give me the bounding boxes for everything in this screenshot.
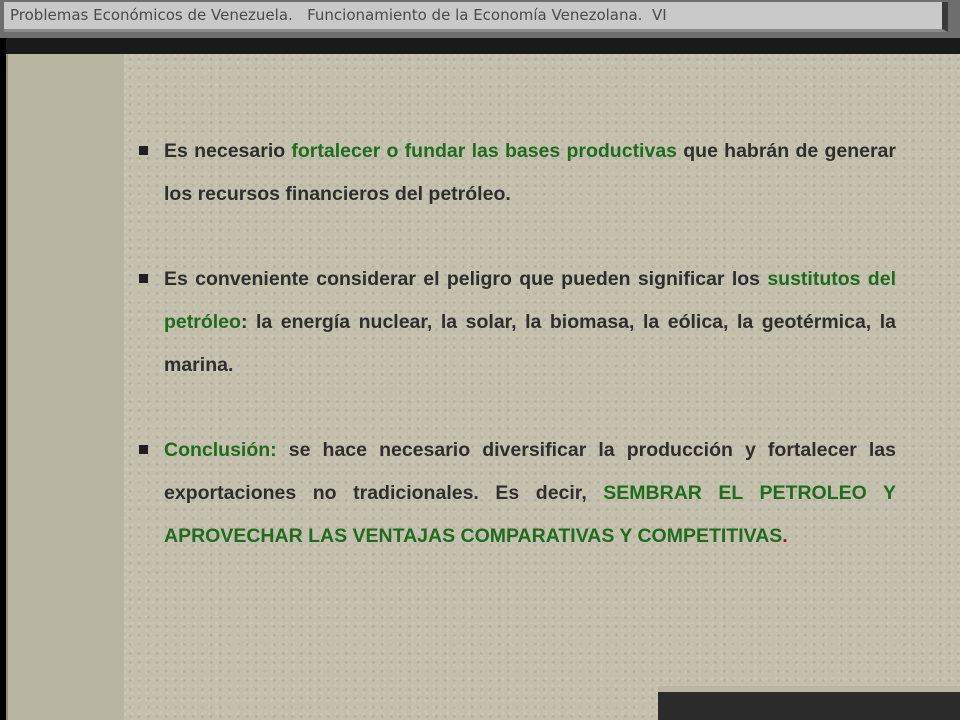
title-frame — [4, 2, 948, 32]
bullet-1-text-a: Es necesario — [164, 140, 292, 162]
bullet-1-highlight: fortalecer o fundar las bases productivas — [291, 140, 678, 162]
bullet-1-text-b: que habrán de generar los recursos financieros del petróleo. — [164, 140, 896, 205]
bullet-item-1 — [136, 130, 896, 216]
bullet-list — [136, 130, 896, 600]
left-panel — [6, 54, 124, 720]
bullet-2-text-b: : la energía nuclear, la solar, la biomasa, la eólica, la geotérmica, la marina. — [164, 311, 896, 376]
slide-title: Problemas Económicos de Venezuela. Funcionamiento de la Economía Venezolana. VI — [10, 6, 667, 24]
bullet-3-period: . — [782, 525, 788, 547]
bullet-3-text: se hace necesario diversificar la producción y fortalecer las exportaciones no tradicionales. Es decir, — [164, 439, 896, 504]
top-shadow — [6, 38, 960, 54]
bottom-bar-highlight — [658, 686, 960, 692]
bullet-2-text-a: Es conveniente considerar el peligro que pueden significar los — [164, 268, 768, 290]
bottom-right-bar — [658, 686, 960, 720]
bullet-3-label: Conclusión: — [164, 439, 277, 461]
bullet-2-highlight: sustitutos del petróleo — [164, 268, 896, 333]
bullet-item-2 — [136, 258, 896, 387]
square-bullet-icon — [139, 146, 148, 155]
square-bullet-icon — [139, 445, 148, 454]
bullet-item-3 — [136, 429, 896, 558]
square-bullet-icon — [139, 274, 148, 283]
bullet-3-highlight: SEMBRAR EL PETROLEO Y APROVECHAR LAS VENTAJAS COMPARATIVAS Y COMPETITIVAS — [164, 482, 897, 547]
title-bar — [0, 0, 960, 38]
